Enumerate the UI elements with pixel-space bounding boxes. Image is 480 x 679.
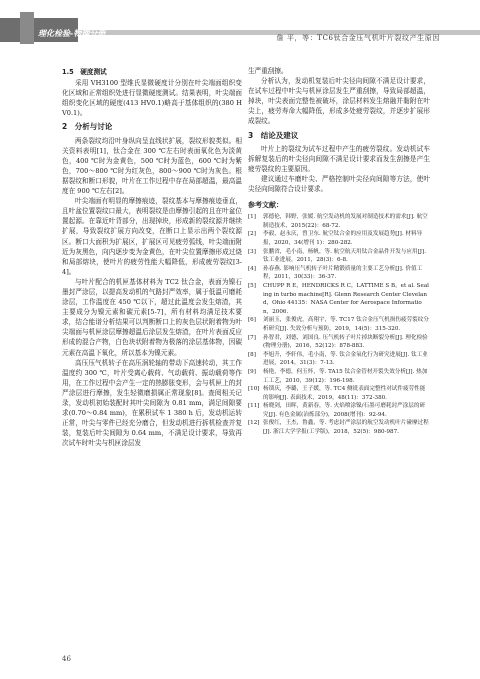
section-3-title: 3 结论及建议	[248, 130, 299, 140]
paragraph-analysis: 分析认为，发动机复装后叶尖径向间隙不满足设计要求，在试车过程中叶尖与机匣涂层发生严重刮擦，导致局部超温，掉块，叶尖表面完整性被破坏，涂层材料发生熔融并黏附在叶尖上，疲劳寿命大幅降低，形成多处疲劳裂纹，并逐步扩展形成裂纹。	[248, 77, 430, 126]
paragraph-conclusion-1: 叶片上的裂纹为试车过程中产生的疲劳裂纹。发动机试车拆解复装后的叶尖径向间隙不满足设计要求而发生刮擦是产生疲劳裂纹的主要原因。	[248, 144, 430, 173]
paragraph-discussion-3: 与叶片配合的机匣基体材料为 TC2 钛合金，表面为镍石墨封严涂层，以提高发动机的气路封严效率，属于低温可磨耗涂层，工作温度在 450 ℃以下，超过此温度会发生熔渣，其主要成分为镍元素和碳元素[5-7]，所有材料均满足技术要求，结合能谱分析结果可以判断断口上的灰色层状附着物为叶尖端面与机匣涂层摩擦超温后涂层发生熔渣，在叶片表面反应形成的混合产物，白色块状附着物为极落的涂层基体物，因碳元素在高温下氧化，所以基本为镍元素。	[62, 277, 242, 357]
reference-item: [9] 杨艳，李德，何玉怀，等. TA15 钛合金管材开裂失效分析[J]. 热加工工艺，2010，39(12)：196-198.	[248, 368, 428, 384]
reference-item: [8] 李旭升，李轩伟，毛小南，等. 钛合金氧化行为研究进展[J]. 钛工业进展，2014，31(3)：7-13.	[248, 351, 428, 367]
reference-item: [6] 刘丽玉，张俊虎，高翔宇，等. TC17 钛合金压气机损伤疲劳裂纹分析研究[J]. 失效分析与预防，2019，14(5)：315-320.	[248, 317, 429, 332]
paragraph-discussion-2: 叶尖端面有明显的摩擦痕迹，裂纹基本与摩擦痕迹垂直，且叶盆位置裂纹口最大，表明裂纹是由摩擦引起的且在叶盆位置起源。在靠近叶背部分，出现掉块，形成新的裂纹源并继续扩展，导致裂纹扩展方向改变，在断口上显示出两个裂纹源区。断口大面积为扩展区，扩展区可见疲劳弧线，叶尖端面附近为灰黑色，向内逐步变为金黄色，在叶尖位置摩擦形成过烧和局部熔块，使叶片的疲劳性能大幅降低，形成疲劳裂纹[3-4]。	[62, 197, 242, 276]
references-title: 参考文献：	[248, 201, 283, 210]
reference-item: [1] 郭德伦，韩野，张媛. 航空发动机的发展对制造技术的需求[J]. 航空制造技术，2015(22)：68-72.	[248, 214, 428, 229]
page-number: 46	[62, 655, 71, 663]
reference-item: [7] 孙智君，刘德，刘国良. 压气机转子叶片掉块断裂分析[J]. 理化检验(物理分册)，2016，52(12)：878-883.	[248, 334, 428, 350]
reference-item: [3] 张鹏省，毛小南，杨帆，等. 航空航天用钛合金晶件开发与应用[J]. 钛工业进展，2011，28(3)：6-8.	[248, 248, 426, 264]
left-column	[62, 66, 242, 448]
journal-logo-mark	[20, 12, 34, 44]
paragraph-hardness: 采用 VH3100 型维氏显微硬度计分别在叶尖端面组织变化区域和正常组织处进行显微硬度测试。结果表明，叶尖端面组织变化区域的硬度(413 HV0.1)略高于基体组织的(380 HV0.1)。	[62, 79, 242, 118]
paragraph-conclusion-2: 建议通过车磨叶尖、严格控制叶尖径向间隙等方法，使叶尖径向间隙符合设计要求。	[248, 174, 430, 194]
paragraph-discussion-1: 两条裂纹均沿叶身纵向呈直线状扩展，裂纹形貌类似。相关资料表明[1]，钛合金在 300 ℃左右时表面氧化色为淡黄色，400 ℃时为金黄色，500 ℃时为蓝色，600 ℃时为紫色，700～800 ℃时为红灰色，800～900 ℃时为灰色。根据裂纹和断口形貌，叶片在工作过程中存在局部超温，最高温度在 900 ℃左右[2]。	[62, 136, 242, 196]
section-1-5-title: 1.5 硬度测试	[62, 68, 107, 76]
reference-item: [10] 杨锁庆，李璐，王子媛，等. TC4 侧铣表面完整性对试件疲劳性能的影响[J]. 表面技术，2019，48(11)：372-380.	[248, 386, 426, 401]
running-head: 詹 平，等：TC6钛合金压气机叶片裂纹产生原因	[276, 34, 440, 42]
reference-item: [5] CHUPP R E，HENDRICKS R C，LATTIME S B，et al. Sealing in turbo machine[R]. Glenn Research Center Cleveland，Ohio 44135：NASA Center for Aerospace Information，2006.	[248, 282, 429, 315]
journal-logo-text: 理化检验-物理分册	[38, 29, 106, 38]
reference-item: [11] 杨晓剑，田晖，黄新春，等. 火焰喷涂镍/石墨可磨耗封严涂层的研究[J]. 有色金属(冶炼部分)，2008(增刊)：92-94.	[248, 403, 426, 418]
page-header	[0, 0, 480, 44]
reference-item: [2] 李毅，赵永庆，曾卫东. 航空钛合金的应用及发展趋势[J]. 材料导报，2020，34(增刊 1)：280-282.	[248, 231, 423, 246]
section-2-title: 2 分析与讨论	[62, 122, 113, 132]
reference-item: [4] 孙春燕. 影响压气机转子叶片精锻质量的主要工艺分析[J]. 价值工程，2011，30(33)：36-37.	[248, 265, 423, 281]
paragraph-continued: 生严重刮擦。	[248, 67, 288, 75]
right-column	[248, 66, 430, 437]
reference-item: [12] 张俊红，王杰，鲁鑫，等. 考虑封严涂层的航空发动机叶片碰摩过程[J]. 浙江大学学报(工学版)，2018，52(5)：980-987.	[248, 420, 429, 436]
paragraph-discussion-4: 高压压气机转子在高压涡轮轴的带动下高速转动，其工作温度约 300 ℃，叶片受离心载荷、气动载荷、振动载荷等作用，在工作过程中会产生一定的热膨胀变形，会与机匣上的封严涂层进行摩擦，发生轻微磨损属正常现象[8]。查阅相关记录，发动机初始装配时其叶尖间隙为 0.81 mm，满足间隙要求(0.70～0.84 mm)，在累积试车 1 380 h 后，发动机运转正常，叶尖与零件已经充分磨合，但发动机进行拆机检查并复装，复装后叶尖间隙为 0.64 mm，不满足设计要求，导致再次试车时叶尖与机匣涂层发	[62, 358, 242, 448]
references-list	[248, 213, 430, 436]
